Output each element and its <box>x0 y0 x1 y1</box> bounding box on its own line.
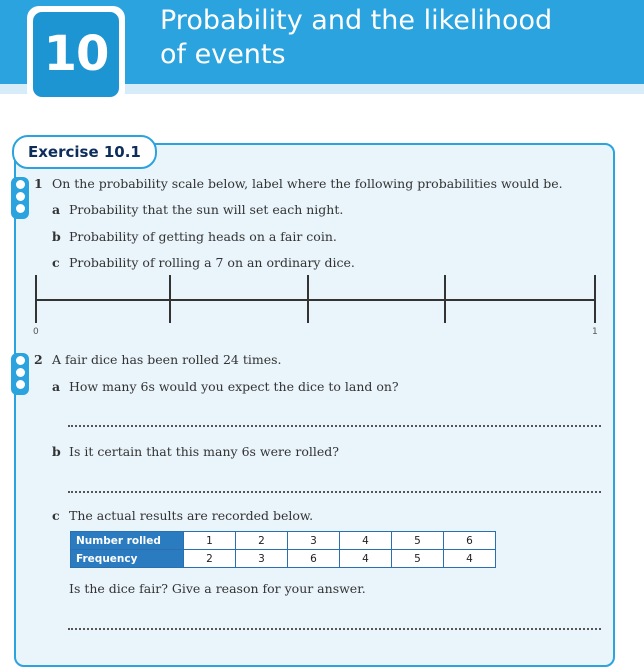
table-cell: 4 <box>444 550 496 568</box>
table-cell: 3 <box>236 550 288 568</box>
table-cell: 5 <box>392 550 444 568</box>
table-cell: 1 <box>184 532 236 550</box>
table-cell: 5 <box>392 532 444 550</box>
table-row <box>71 532 496 550</box>
scale-tick <box>35 275 37 323</box>
q2-part-a-text: How many 6s would you expect the dice to land on? <box>69 379 399 394</box>
table-cell: 4 <box>340 532 392 550</box>
scale-tick <box>307 275 309 323</box>
question-1-text: On the probability scale below, label where the following probabilities would be. <box>52 176 563 191</box>
q2-part-c-text: The actual results are recorded below. <box>69 508 314 523</box>
q1-part-b-text: Probability of getting heads on a fair coin. <box>69 229 337 244</box>
probability-scale-line <box>35 299 596 301</box>
q2-part-b-letter: b <box>52 444 61 459</box>
exercise-tab: Exercise 10.1 <box>12 135 157 169</box>
chapter-number: 10 <box>33 12 119 97</box>
table-header-frequency: Frequency <box>71 550 184 568</box>
difficulty-dots-icon <box>11 177 29 219</box>
results-table <box>70 531 496 568</box>
q1-part-c-letter: c <box>52 255 60 270</box>
q2-followup-text: Is the dice fair? Give a reason for your answer. <box>69 581 366 596</box>
table-cell: 2 <box>184 550 236 568</box>
q1-part-b-letter: b <box>52 229 61 244</box>
difficulty-dots-icon <box>11 353 29 395</box>
q2-part-b-text: Is it certain that this many 6s were rolled? <box>69 444 339 459</box>
q2-part-c-letter: c <box>52 508 60 523</box>
table-cell: 6 <box>444 532 496 550</box>
chapter-title <box>160 4 630 72</box>
q1-part-c-text: Probability of rolling a 7 on an ordinary dice. <box>69 255 355 270</box>
q1-part-a-text: Probability that the sun will set each night. <box>69 202 344 217</box>
table-row <box>71 550 496 568</box>
answer-line-2b[interactable] <box>68 491 601 493</box>
table-cell: 4 <box>340 550 392 568</box>
question-2-number: 2 <box>34 352 43 367</box>
answer-line-2c[interactable] <box>68 628 601 630</box>
chapter-title-line-1: Probability and the likelihood <box>160 5 553 36</box>
table-header-number-rolled: Number rolled <box>71 532 184 550</box>
q2-part-a-letter: a <box>52 379 61 394</box>
chapter-title-line-2: of events <box>160 39 286 70</box>
scale-tick <box>444 275 446 323</box>
scale-tick <box>594 275 596 323</box>
table-cell: 2 <box>236 532 288 550</box>
scale-label-1: 1 <box>592 327 598 337</box>
table-cell: 6 <box>288 550 340 568</box>
question-2-text: A fair dice has been rolled 24 times. <box>52 352 282 367</box>
question-1-number: 1 <box>34 176 43 191</box>
table-cell: 3 <box>288 532 340 550</box>
scale-label-0: 0 <box>33 327 39 337</box>
scale-tick <box>169 275 171 323</box>
answer-line-2a[interactable] <box>68 425 601 427</box>
chapter-number-box <box>27 6 125 103</box>
q1-part-a-letter: a <box>52 202 61 217</box>
